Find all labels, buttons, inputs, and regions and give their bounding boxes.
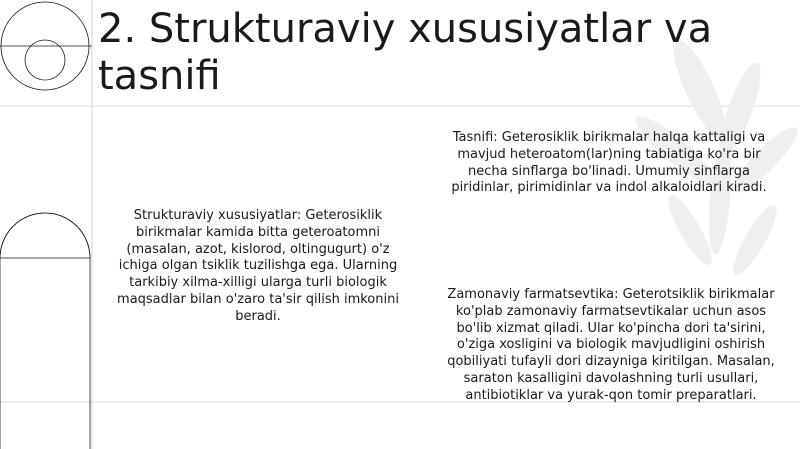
classification-text: Tasnifi: Geterosiklik birikmalar halqa kattaligi va mavjud heteroatom(lar)ning tabiatiga ko'ra bir necha sinflarga bo'linadi. Umumiy sinflarga piridinlar, pirimidinlar va indol alkaloidlari kiradi. xyxy=(451,130,767,196)
arch-shape xyxy=(0,213,90,449)
structural-features-text: Strukturaviy xususiyatlar: Geterosiklik birikmalar kamida bitta geteroatomni (masalan, azot, kislorod, oltingugurt) o'z ichiga olgan tsiklik tuzilishga ega. Ularning tarkibiy xilma-xilligi ularga turli biologik maqsadlar bilan o'zaro ta'sir qilish imkonini beradi. xyxy=(117,208,399,324)
arch-top xyxy=(0,213,90,258)
modern-pharma-text: Zamonaviy farmatsevtika: Geterotsiklik birikmalar ko'plab zamonaviy farmatsevtikalar uchun asos bo'lib xizmat qiladi. Ular ko'pincha dori ta'sirini, o'ziga xosligini va biologik mavjudligini oshirish qobiliyati tufayli dori dizayniga kiritilgan. Masalan, saraton kasalligini davolashning turli usullari, antibiotiklar va yurak-qon tomir preparatlari. xyxy=(447,287,775,403)
slide-title: 2. Strukturaviy xususiyatlar va tasnifi xyxy=(98,6,713,99)
